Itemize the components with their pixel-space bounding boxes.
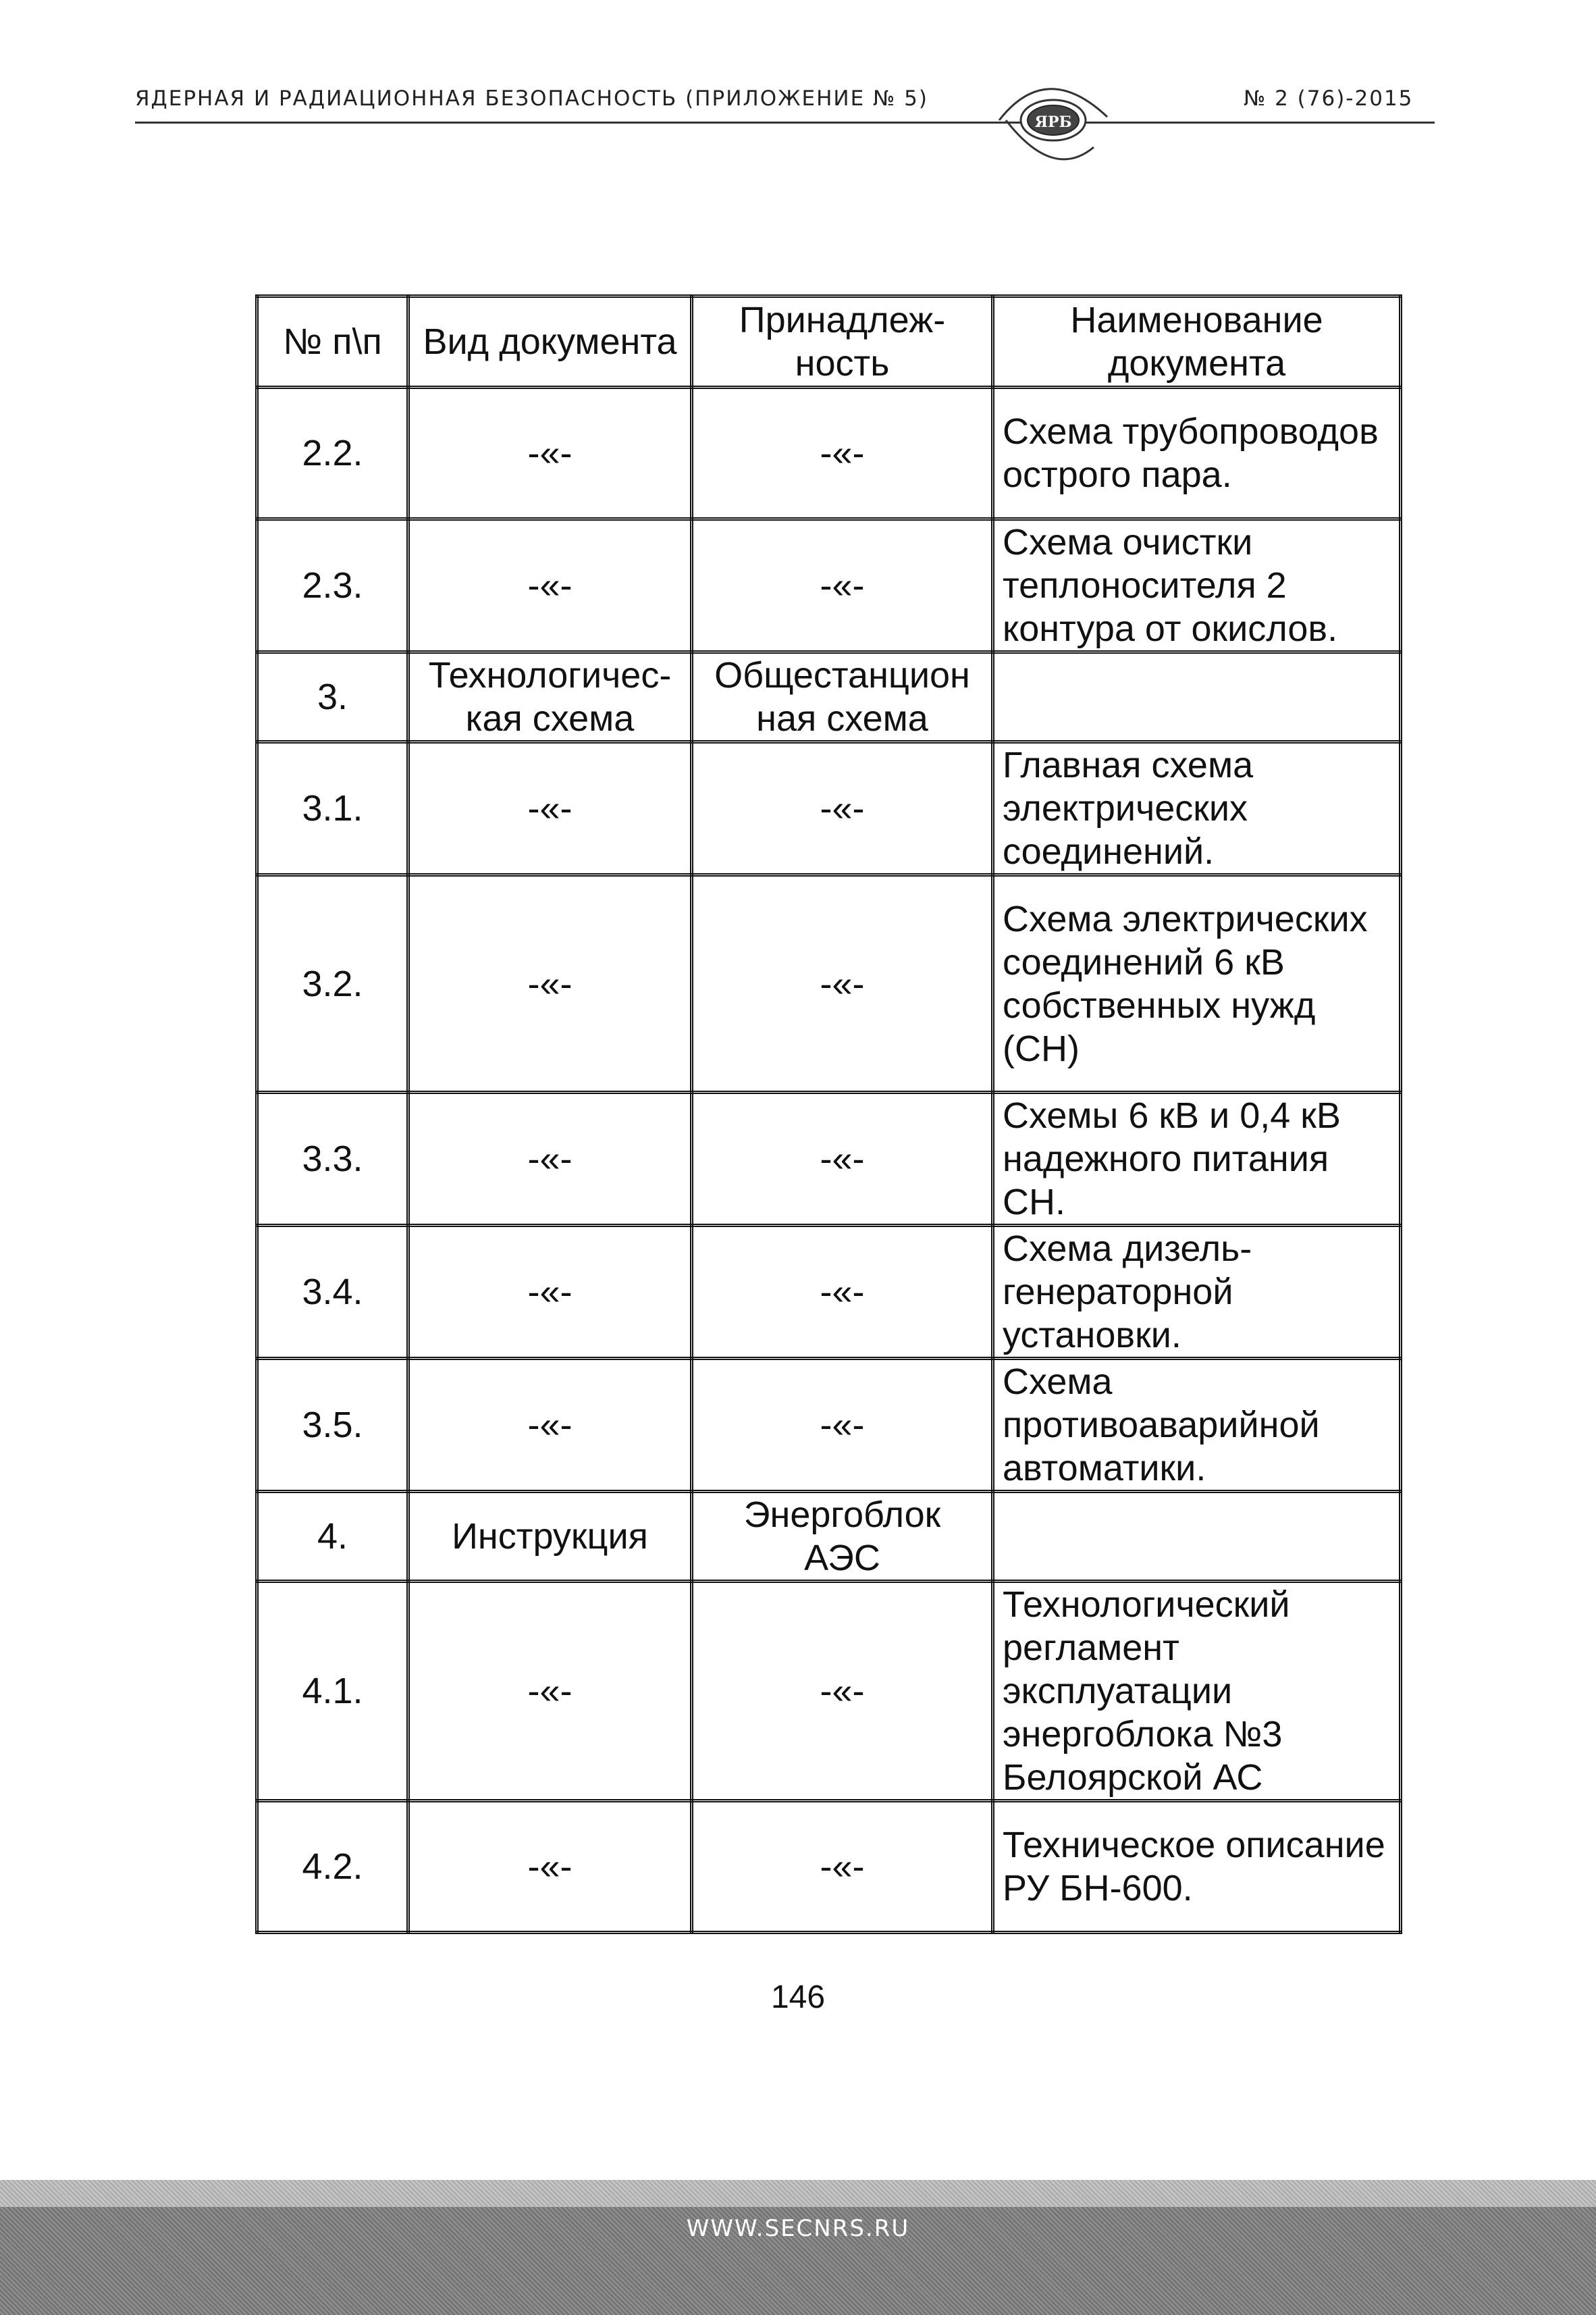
row-document-kind: -«-: [408, 1093, 692, 1226]
row-document-name: Схема трубопроводов острого пара.: [993, 388, 1401, 519]
row-ownership: -«-: [692, 1801, 993, 1933]
row-ownership: -«-: [692, 1226, 993, 1359]
row-ownership: -«-: [692, 1359, 993, 1492]
row-ownership: -«-: [692, 1582, 993, 1801]
table-row: [257, 1801, 1401, 1933]
row-document-kind: -«-: [408, 1359, 692, 1492]
row-document-kind: -«-: [408, 519, 692, 652]
row-document-kind: Инструкция: [408, 1492, 692, 1582]
journal-logo: [992, 66, 1114, 167]
footer-url[interactable]: WWW.SECNRS.RU: [686, 2215, 910, 2242]
issue-number: № 2 (76)-2015: [1244, 86, 1414, 111]
table-header-row: [257, 296, 1401, 388]
header-document-kind: Вид документа: [408, 296, 692, 388]
row-ownership: -«-: [692, 388, 993, 519]
table-row: [257, 1492, 1401, 1582]
table-row: [257, 519, 1401, 652]
table-row: [257, 652, 1401, 742]
row-number: 3.3.: [257, 1093, 408, 1226]
row-document-kind: -«-: [408, 1582, 692, 1801]
row-ownership: -«-: [692, 1093, 993, 1226]
documents-table: [255, 294, 1402, 1934]
row-document-name: [993, 1492, 1401, 1582]
row-number: 4.: [257, 1492, 408, 1582]
header-ownership: Принадлеж-ность: [692, 296, 993, 388]
row-ownership: Общестанцион ная схема: [692, 652, 993, 742]
row-document-kind: Технологичес-кая схема: [408, 652, 692, 742]
page-number: 146: [770, 1979, 826, 2015]
row-document-name: Технологический регламент эксплуатации энергоблока №3 Белоярской АС: [993, 1582, 1401, 1801]
row-document-name: Схема дизель-генераторной установки.: [993, 1226, 1401, 1359]
header-rule: [135, 122, 1435, 124]
table-row: [257, 1093, 1401, 1226]
table-row: [257, 1582, 1401, 1801]
row-number: 3.1.: [257, 742, 408, 875]
row-ownership: -«-: [692, 742, 993, 875]
row-number: 3.2.: [257, 875, 408, 1093]
table-body: [257, 388, 1401, 1933]
logo-text: ЯРБ: [1034, 113, 1072, 131]
row-document-name: Схема очистки теплоносителя 2 контура от окислов.: [993, 519, 1401, 652]
row-ownership: Энергоблок АЭС: [692, 1492, 993, 1582]
row-ownership: -«-: [692, 519, 993, 652]
row-number: 2.2.: [257, 388, 408, 519]
table-row: [257, 388, 1401, 519]
table-row: [257, 742, 1401, 875]
row-document-name: Главная схема электрических соединений.: [993, 742, 1401, 875]
row-number: 2.3.: [257, 519, 408, 652]
row-document-name: [993, 652, 1401, 742]
row-number: 3.5.: [257, 1359, 408, 1492]
row-ownership: -«-: [692, 875, 993, 1093]
header-document-name: Наименование документа: [993, 296, 1401, 388]
row-document-name: Схема электрических соединений 6 кВ собственных нужд (СН): [993, 875, 1401, 1093]
row-number: 3.4.: [257, 1226, 408, 1359]
row-document-kind: -«-: [408, 875, 692, 1093]
journal-title: ЯДЕРНАЯ И РАДИАЦИОННАЯ БЕЗОПАСНОСТЬ (ПРИЛОЖЕНИЕ № 5): [135, 86, 928, 111]
row-document-kind: -«-: [408, 388, 692, 519]
row-document-kind: -«-: [408, 742, 692, 875]
table-row: [257, 875, 1401, 1093]
row-document-name: Схема противоаварийной автоматики.: [993, 1359, 1401, 1492]
row-number: 3.: [257, 652, 408, 742]
row-number: 4.2.: [257, 1801, 408, 1933]
footer-band: [0, 2180, 1596, 2315]
row-document-kind: -«-: [408, 1226, 692, 1359]
row-number: 4.1.: [257, 1582, 408, 1801]
row-document-name: Схемы 6 кВ и 0,4 кВ надежного питания СН.: [993, 1093, 1401, 1226]
table-row: [257, 1359, 1401, 1492]
table-row: [257, 1226, 1401, 1359]
row-document-name: Техническое описание РУ БН-600.: [993, 1801, 1401, 1933]
row-document-kind: -«-: [408, 1801, 692, 1933]
header-number: № п\п: [257, 296, 408, 388]
